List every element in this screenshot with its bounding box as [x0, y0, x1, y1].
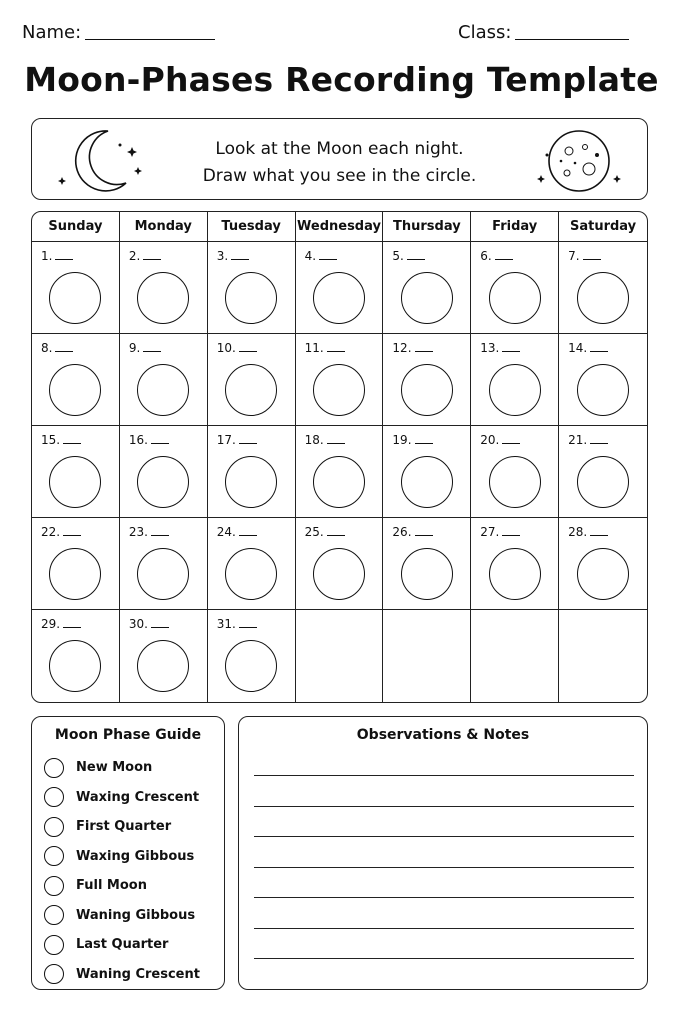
guide-item [44, 901, 200, 931]
day-number-label [305, 433, 345, 447]
day-cell [32, 610, 120, 702]
empty-cell [471, 610, 559, 702]
day-number-label [480, 433, 520, 447]
day-number-label [392, 249, 424, 263]
day-number: 10. [216, 341, 236, 355]
day-cell [120, 334, 208, 426]
page-title: Moon-Phases Recording Template [24, 60, 659, 99]
phase-label: Waxing Gibbous [76, 848, 195, 864]
day-cell [208, 242, 296, 334]
day-blank-line[interactable] [327, 527, 345, 536]
day-number-label [568, 525, 608, 539]
day-number-label [480, 249, 512, 263]
day-number: 13. [480, 341, 500, 355]
guide-list [44, 753, 200, 989]
day-number: 19. [392, 433, 412, 447]
day-number: 30. [128, 617, 148, 631]
moon-drawing-circle[interactable] [489, 364, 541, 416]
day-blank-line[interactable] [143, 343, 161, 352]
note-line[interactable] [254, 775, 634, 776]
day-cell [208, 426, 296, 518]
day-blank-line[interactable] [143, 251, 161, 260]
day-cell [559, 242, 647, 334]
day-cell [120, 242, 208, 334]
moon-drawing-circle[interactable] [577, 364, 629, 416]
day-number: 14. [568, 341, 588, 355]
day-number-label [392, 525, 432, 539]
guide-title: Moon Phase Guide [54, 727, 202, 743]
moon-drawing-circle[interactable] [401, 548, 453, 600]
day-blank-line[interactable] [327, 343, 345, 352]
day-header-sunday: Sunday [32, 212, 120, 242]
day-number: 6. [480, 249, 492, 263]
day-number-label [129, 617, 169, 631]
note-line[interactable] [254, 958, 634, 959]
phase-label: First Quarter [76, 819, 172, 835]
moon-drawing-circle[interactable] [577, 272, 629, 324]
day-cell [296, 242, 384, 334]
day-number: 18. [304, 433, 324, 447]
day-blank-line[interactable] [502, 343, 520, 352]
day-blank-line[interactable] [415, 527, 433, 536]
name-field[interactable] [22, 22, 215, 43]
moon-drawing-circle[interactable] [489, 456, 541, 508]
day-cell [32, 426, 120, 518]
moon-drawing-circle[interactable] [577, 548, 629, 600]
guide-item [44, 930, 200, 960]
day-number-label [568, 249, 600, 263]
day-blank-line[interactable] [151, 435, 169, 444]
day-header-saturday: Saturday [559, 212, 647, 242]
day-blank-line[interactable] [63, 619, 81, 628]
day-number: 4. [304, 249, 317, 263]
day-number: 15. [41, 433, 61, 447]
day-blank-line[interactable] [55, 343, 73, 352]
day-header-monday: Monday [120, 212, 208, 242]
moon-drawing-circle[interactable] [137, 640, 189, 692]
phase-label: Waning Crescent [76, 966, 200, 982]
day-cell [208, 518, 296, 610]
day-blank-line[interactable] [239, 527, 257, 536]
day-cell [296, 426, 384, 518]
day-cell [471, 334, 559, 426]
class-blank-line[interactable] [515, 24, 629, 40]
day-blank-line[interactable] [63, 527, 81, 536]
day-blank-line[interactable] [590, 527, 608, 536]
moon-drawing-circle[interactable] [313, 272, 365, 324]
day-number-label [305, 249, 337, 263]
day-number-label [480, 525, 520, 539]
day-cell [32, 518, 120, 610]
note-line[interactable] [254, 867, 634, 868]
day-blank-line[interactable] [495, 251, 513, 260]
day-cell [296, 518, 384, 610]
day-number: 27. [480, 525, 500, 539]
day-number-label [41, 617, 81, 631]
name-blank-line[interactable] [85, 24, 215, 40]
moon-drawing-circle[interactable] [137, 364, 189, 416]
day-number-label [392, 433, 432, 447]
moon-phase-guide [31, 716, 225, 990]
day-blank-line[interactable] [583, 251, 601, 260]
phase-circle-icon[interactable] [44, 846, 64, 866]
day-number: 9. [128, 341, 141, 355]
class-field[interactable] [458, 22, 629, 43]
phase-circle-icon[interactable] [44, 817, 64, 837]
day-number: 21. [568, 433, 588, 447]
day-header-wednesday: Wednesday [296, 212, 384, 242]
day-cell [120, 610, 208, 702]
day-cell [120, 518, 208, 610]
day-number: 7. [568, 249, 580, 263]
moon-drawing-circle[interactable] [137, 548, 189, 600]
day-number-label [41, 433, 81, 447]
day-cell [471, 242, 559, 334]
day-blank-line[interactable] [590, 343, 608, 352]
day-number: 12. [392, 341, 412, 355]
day-number-label [129, 525, 169, 539]
phase-circle-icon[interactable] [44, 935, 64, 955]
day-number-label [305, 525, 345, 539]
intro-line-2: Draw what you see in the circle. [202, 166, 477, 186]
observations-notes [238, 716, 648, 990]
moon-drawing-circle[interactable] [49, 548, 101, 600]
day-number: 17. [216, 433, 236, 447]
day-number: 3. [216, 249, 229, 263]
moon-drawing-circle[interactable] [401, 456, 453, 508]
day-cell [383, 518, 471, 610]
day-blank-line[interactable] [319, 251, 337, 260]
day-blank-line[interactable] [151, 527, 169, 536]
phase-circle-icon[interactable] [44, 964, 64, 984]
moon-drawing-circle[interactable] [225, 364, 277, 416]
day-cell [208, 610, 296, 702]
phase-label: Waxing Crescent [76, 789, 200, 805]
day-cell [471, 518, 559, 610]
day-blank-line[interactable] [590, 435, 608, 444]
moon-drawing-circle[interactable] [49, 272, 101, 324]
intro-line-1: Look at the Moon each night. [215, 139, 464, 159]
day-blank-line[interactable] [239, 435, 257, 444]
day-blank-line[interactable] [239, 619, 257, 628]
day-blank-line[interactable] [415, 435, 433, 444]
note-line[interactable] [254, 897, 634, 898]
notes-title: Observations & Notes [356, 727, 530, 743]
moon-drawing-circle[interactable] [49, 640, 101, 692]
calendar-grid [31, 211, 648, 703]
moon-drawing-circle[interactable] [225, 548, 277, 600]
phase-label: Full Moon [76, 878, 147, 894]
day-header-thursday: Thursday [383, 212, 471, 242]
day-number: 25. [304, 525, 324, 539]
day-blank-line[interactable] [151, 619, 169, 628]
day-number-label [41, 341, 73, 355]
empty-cell [559, 610, 647, 702]
day-number: 8. [41, 341, 53, 355]
moon-drawing-circle[interactable] [577, 456, 629, 508]
phase-label: Waning Gibbous [76, 907, 196, 923]
day-number: 2. [128, 249, 141, 263]
day-blank-line[interactable] [415, 343, 433, 352]
day-number-label [568, 341, 608, 355]
guide-item [44, 960, 200, 990]
empty-cell [383, 610, 471, 702]
day-number-label [392, 341, 432, 355]
day-header-tuesday: Tuesday [208, 212, 296, 242]
moon-drawing-circle[interactable] [137, 456, 189, 508]
moon-drawing-circle[interactable] [313, 456, 365, 508]
day-number: 16. [128, 433, 148, 447]
day-number: 24. [216, 525, 236, 539]
guide-item [44, 871, 200, 901]
moon-drawing-circle[interactable] [225, 456, 277, 508]
name-label: Name: [22, 22, 82, 43]
class-label: Class: [458, 22, 512, 43]
day-number-label [217, 433, 257, 447]
day-blank-line[interactable] [239, 343, 257, 352]
day-cell [383, 334, 471, 426]
day-number-label [217, 617, 257, 631]
moon-drawing-circle[interactable] [489, 548, 541, 600]
phase-circle-icon[interactable] [44, 758, 64, 778]
note-line[interactable] [254, 806, 634, 807]
guide-item [44, 812, 200, 842]
day-number: 5. [392, 249, 404, 263]
day-cell [559, 518, 647, 610]
moon-drawing-circle[interactable] [137, 272, 189, 324]
day-number: 28. [568, 525, 588, 539]
phase-circle-icon[interactable] [44, 905, 64, 925]
day-number: 22. [41, 525, 61, 539]
day-number-label [129, 433, 169, 447]
moon-drawing-circle[interactable] [225, 272, 277, 324]
day-cell [296, 334, 384, 426]
day-number-label [305, 341, 345, 355]
day-cell [32, 242, 120, 334]
day-cell [383, 426, 471, 518]
day-blank-line[interactable] [55, 251, 73, 260]
moon-drawing-circle[interactable] [225, 640, 277, 692]
day-number: 29. [41, 617, 61, 631]
day-cell [383, 242, 471, 334]
phase-label: New Moon [76, 760, 153, 776]
phase-circle-icon[interactable] [44, 787, 64, 807]
moon-drawing-circle[interactable] [401, 364, 453, 416]
moon-drawing-circle[interactable] [49, 364, 101, 416]
day-cell [559, 426, 647, 518]
day-number: 11. [304, 341, 324, 355]
guide-item [44, 842, 200, 872]
day-number: 26. [392, 525, 412, 539]
full-moon-icon [527, 125, 627, 195]
day-cell [120, 426, 208, 518]
day-number-label [217, 525, 257, 539]
moon-drawing-circle[interactable] [489, 272, 541, 324]
day-number: 23. [128, 525, 148, 539]
empty-cell [296, 610, 384, 702]
day-cell [559, 334, 647, 426]
phase-circle-icon[interactable] [44, 876, 64, 896]
day-number-label [217, 249, 249, 263]
day-number-label [217, 341, 257, 355]
day-blank-line[interactable] [502, 435, 520, 444]
day-blank-line[interactable] [407, 251, 425, 260]
day-blank-line[interactable] [327, 435, 345, 444]
day-cell [32, 334, 120, 426]
day-blank-line[interactable] [63, 435, 81, 444]
moon-drawing-circle[interactable] [313, 548, 365, 600]
moon-drawing-circle[interactable] [313, 364, 365, 416]
day-number-label [41, 525, 81, 539]
day-number-label [568, 433, 608, 447]
day-number-label [129, 341, 161, 355]
phase-label: Last Quarter [76, 937, 169, 953]
moon-drawing-circle[interactable] [401, 272, 453, 324]
day-number: 31. [216, 617, 236, 631]
day-blank-line[interactable] [231, 251, 249, 260]
note-line[interactable] [254, 928, 634, 929]
guide-item [44, 783, 200, 813]
guide-item [44, 753, 200, 783]
day-number-label [480, 341, 520, 355]
day-number-label [129, 249, 161, 263]
day-cell [208, 334, 296, 426]
day-blank-line[interactable] [502, 527, 520, 536]
day-cell [471, 426, 559, 518]
day-number-label [41, 249, 73, 263]
note-line[interactable] [254, 836, 634, 837]
intro-box [31, 118, 648, 200]
moon-drawing-circle[interactable] [49, 456, 101, 508]
day-number: 20. [480, 433, 500, 447]
day-header-friday: Friday [471, 212, 559, 242]
day-number: 1. [41, 249, 53, 263]
